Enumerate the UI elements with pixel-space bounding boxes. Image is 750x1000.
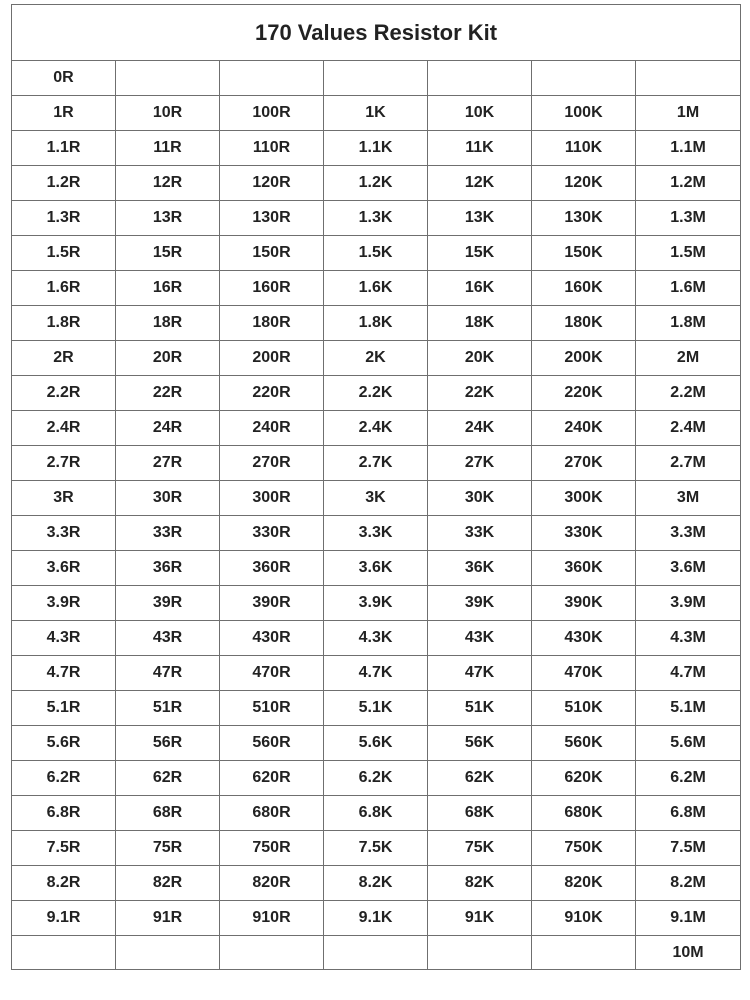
resistor-value-cell-hundred-kilohm-series: 160K	[532, 271, 636, 306]
table-row	[12, 831, 741, 866]
resistor-value-cell-ten-ohm-series: 11R	[116, 131, 220, 166]
resistor-value-cell-kilohm-series: 2.2K	[324, 376, 428, 411]
resistor-value-cell-hundred-kilohm-series: 910K	[532, 901, 636, 936]
resistor-value-cell-ohm-series: 4.7R	[12, 656, 116, 691]
resistor-value-cell-hundred-kilohm-series: 180K	[532, 306, 636, 341]
resistor-value-cell-kilohm-series: 6.8K	[324, 796, 428, 831]
resistor-value-cell-ohm-series: 2.4R	[12, 411, 116, 446]
resistor-value-cell-ten-kilohm-series: 68K	[428, 796, 532, 831]
table-row	[12, 656, 741, 691]
resistor-value-cell-ten-ohm-series: 30R	[116, 481, 220, 516]
resistor-value-cell-hundred-ohm-series: 470R	[220, 656, 324, 691]
resistor-value-cell-ten-ohm-series: 91R	[116, 901, 220, 936]
resistor-value-cell-hundred-ohm-series: 910R	[220, 901, 324, 936]
table-row	[12, 691, 741, 726]
resistor-value-cell-kilohm-series: 4.3K	[324, 621, 428, 656]
resistor-value-cell-ten-kilohm-series: 20K	[428, 341, 532, 376]
resistor-value-cell-megohm-series: 3.3M	[636, 516, 741, 551]
resistor-value-cell-ten-ohm-series: 20R	[116, 341, 220, 376]
table-row	[12, 236, 741, 271]
resistor-value-cell-megohm-series: 10M	[636, 936, 741, 970]
resistor-value-cell-hundred-ohm-series: 510R	[220, 691, 324, 726]
resistor-value-cell-ohm-series: 1.2R	[12, 166, 116, 201]
resistor-value-cell-ten-ohm-series: 68R	[116, 796, 220, 831]
resistor-value-cell-megohm-series: 9.1M	[636, 901, 741, 936]
resistor-value-cell-ten-ohm-series: 15R	[116, 236, 220, 271]
resistor-value-cell-hundred-ohm-series: 300R	[220, 481, 324, 516]
resistor-value-cell-kilohm-series: 5.6K	[324, 726, 428, 761]
resistor-value-cell-ohm-series: 3.6R	[12, 551, 116, 586]
resistor-value-cell-ten-ohm-series: 39R	[116, 586, 220, 621]
resistor-value-cell-hundred-ohm-series: 390R	[220, 586, 324, 621]
resistor-value-cell-ten-kilohm-series: 18K	[428, 306, 532, 341]
resistor-value-cell-ten-ohm-series: 18R	[116, 306, 220, 341]
table-row	[12, 306, 741, 341]
resistor-value-cell-hundred-ohm-series: 330R	[220, 516, 324, 551]
resistor-value-cell-hundred-kilohm-series: 100K	[532, 96, 636, 131]
resistor-value-cell-hundred-ohm-series: 100R	[220, 96, 324, 131]
resistor-value-cell-megohm-series: 8.2M	[636, 866, 741, 901]
table-row	[12, 96, 741, 131]
resistor-value-cell-hundred-kilohm-series: 750K	[532, 831, 636, 866]
resistor-value-cell-megohm-series: 2M	[636, 341, 741, 376]
resistor-value-cell-ohm-series: 4.3R	[12, 621, 116, 656]
resistor-value-cell-ten-kilohm-series: 39K	[428, 586, 532, 621]
resistor-value-cell-hundred-ohm-series: 150R	[220, 236, 324, 271]
resistor-value-cell-ohm-series: 3.3R	[12, 516, 116, 551]
resistor-value-cell-kilohm-series: 2K	[324, 341, 428, 376]
resistor-value-cell-kilohm-series: 4.7K	[324, 656, 428, 691]
resistor-value-cell-ten-kilohm-series: 36K	[428, 551, 532, 586]
resistor-value-cell-hundred-kilohm-series: 300K	[532, 481, 636, 516]
resistor-value-cell-megohm-series: 4.3M	[636, 621, 741, 656]
resistor-value-cell-ten-ohm-series: 22R	[116, 376, 220, 411]
resistor-value-cell-hundred-ohm-series	[220, 61, 324, 96]
resistor-value-cell-kilohm-series: 7.5K	[324, 831, 428, 866]
resistor-value-cell-megohm-series: 1.3M	[636, 201, 741, 236]
resistor-value-cell-ohm-series: 9.1R	[12, 901, 116, 936]
resistor-value-cell-ohm-series: 1.1R	[12, 131, 116, 166]
resistor-value-cell-megohm-series: 3M	[636, 481, 741, 516]
resistor-value-cell-kilohm-series: 8.2K	[324, 866, 428, 901]
table-row	[12, 726, 741, 761]
resistor-value-cell-ohm-series: 1.8R	[12, 306, 116, 341]
resistor-value-cell-megohm-series: 4.7M	[636, 656, 741, 691]
table-row	[12, 411, 741, 446]
table-row	[12, 201, 741, 236]
resistor-value-cell-hundred-kilohm-series: 680K	[532, 796, 636, 831]
table-row	[12, 376, 741, 411]
resistor-value-cell-hundred-ohm-series: 110R	[220, 131, 324, 166]
resistor-value-cell-kilohm-series: 3.9K	[324, 586, 428, 621]
table-row	[12, 551, 741, 586]
resistor-value-cell-hundred-kilohm-series	[532, 936, 636, 970]
resistor-value-cell-ten-kilohm-series: 15K	[428, 236, 532, 271]
table-row	[12, 131, 741, 166]
resistor-value-cell-ohm-series: 1R	[12, 96, 116, 131]
table-row	[12, 61, 741, 96]
resistor-value-cell-megohm-series: 2.7M	[636, 446, 741, 481]
table-row	[12, 621, 741, 656]
resistor-value-cell-hundred-ohm-series: 200R	[220, 341, 324, 376]
resistor-value-cell-hundred-kilohm-series: 560K	[532, 726, 636, 761]
resistor-value-cell-hundred-kilohm-series: 470K	[532, 656, 636, 691]
table-row	[12, 166, 741, 201]
resistor-value-cell-hundred-ohm-series: 180R	[220, 306, 324, 341]
resistor-value-cell-ten-ohm-series: 36R	[116, 551, 220, 586]
resistor-value-cell-ten-kilohm-series: 12K	[428, 166, 532, 201]
resistor-value-cell-ten-kilohm-series: 43K	[428, 621, 532, 656]
resistor-value-cell-hundred-ohm-series: 820R	[220, 866, 324, 901]
resistor-value-cell-ten-ohm-series: 75R	[116, 831, 220, 866]
resistor-value-cell-hundred-ohm-series: 680R	[220, 796, 324, 831]
resistor-value-cell-ten-ohm-series: 13R	[116, 201, 220, 236]
resistor-value-cell-kilohm-series: 1.8K	[324, 306, 428, 341]
resistor-value-cell-megohm-series: 3.6M	[636, 551, 741, 586]
resistor-value-cell-megohm-series: 1.8M	[636, 306, 741, 341]
resistor-value-cell-ten-kilohm-series: 51K	[428, 691, 532, 726]
resistor-value-cell-kilohm-series: 2.4K	[324, 411, 428, 446]
resistor-value-cell-ten-kilohm-series	[428, 61, 532, 96]
resistor-value-cell-hundred-ohm-series: 130R	[220, 201, 324, 236]
resistor-value-cell-hundred-ohm-series: 270R	[220, 446, 324, 481]
resistor-value-cell-ohm-series	[12, 936, 116, 970]
resistor-value-cell-ten-kilohm-series: 47K	[428, 656, 532, 691]
resistor-value-cell-ohm-series: 3R	[12, 481, 116, 516]
table-row	[12, 341, 741, 376]
resistor-value-cell-ohm-series: 5.6R	[12, 726, 116, 761]
resistor-value-cell-ohm-series: 1.3R	[12, 201, 116, 236]
resistor-value-cell-hundred-ohm-series: 620R	[220, 761, 324, 796]
resistor-value-cell-megohm-series: 6.2M	[636, 761, 741, 796]
table-row	[12, 271, 741, 306]
resistor-value-cell-ten-kilohm-series: 16K	[428, 271, 532, 306]
resistor-value-cell-ohm-series: 6.8R	[12, 796, 116, 831]
table-row	[12, 866, 741, 901]
resistor-value-cell-ten-kilohm-series: 56K	[428, 726, 532, 761]
resistor-value-cell-megohm-series: 1.1M	[636, 131, 741, 166]
table-row	[12, 761, 741, 796]
resistor-value-cell-kilohm-series: 5.1K	[324, 691, 428, 726]
resistor-value-cell-hundred-ohm-series	[220, 936, 324, 970]
resistor-value-cell-kilohm-series: 3.3K	[324, 516, 428, 551]
resistor-value-cell-kilohm-series: 3K	[324, 481, 428, 516]
resistor-value-cell-ten-kilohm-series: 91K	[428, 901, 532, 936]
resistor-value-cell-ohm-series: 2.7R	[12, 446, 116, 481]
resistor-value-cell-ohm-series: 5.1R	[12, 691, 116, 726]
resistor-value-cell-kilohm-series: 1.5K	[324, 236, 428, 271]
resistor-value-cell-ten-kilohm-series: 10K	[428, 96, 532, 131]
resistor-value-cell-hundred-kilohm-series	[532, 61, 636, 96]
resistor-value-cell-megohm-series: 2.2M	[636, 376, 741, 411]
resistor-value-cell-megohm-series: 5.1M	[636, 691, 741, 726]
resistor-value-cell-hundred-kilohm-series: 820K	[532, 866, 636, 901]
resistor-value-cell-ten-ohm-series: 12R	[116, 166, 220, 201]
resistor-value-cell-ten-kilohm-series: 11K	[428, 131, 532, 166]
resistor-value-cell-ten-kilohm-series: 27K	[428, 446, 532, 481]
resistor-value-cell-hundred-ohm-series: 120R	[220, 166, 324, 201]
resistor-value-cell-megohm-series: 5.6M	[636, 726, 741, 761]
resistor-value-cell-ten-kilohm-series	[428, 936, 532, 970]
resistor-value-cell-hundred-ohm-series: 430R	[220, 621, 324, 656]
resistor-value-cell-kilohm-series	[324, 61, 428, 96]
resistor-value-cell-megohm-series: 1.2M	[636, 166, 741, 201]
resistor-value-cell-ten-ohm-series: 56R	[116, 726, 220, 761]
resistor-value-cell-ohm-series: 8.2R	[12, 866, 116, 901]
resistor-value-cell-hundred-kilohm-series: 240K	[532, 411, 636, 446]
resistor-value-cell-megohm-series: 1.6M	[636, 271, 741, 306]
table-row	[12, 516, 741, 551]
table-row	[12, 901, 741, 936]
resistor-value-cell-ohm-series: 1.5R	[12, 236, 116, 271]
resistor-value-cell-ten-ohm-series: 24R	[116, 411, 220, 446]
resistor-value-cell-hundred-kilohm-series: 200K	[532, 341, 636, 376]
table-row	[12, 586, 741, 621]
resistor-value-cell-ten-ohm-series: 16R	[116, 271, 220, 306]
resistor-value-cell-ohm-series: 2.2R	[12, 376, 116, 411]
resistor-value-cell-kilohm-series: 2.7K	[324, 446, 428, 481]
resistor-value-cell-kilohm-series: 1K	[324, 96, 428, 131]
resistor-value-cell-kilohm-series: 3.6K	[324, 551, 428, 586]
resistor-value-cell-ten-ohm-series: 43R	[116, 621, 220, 656]
resistor-value-cell-ten-ohm-series	[116, 936, 220, 970]
resistor-value-cell-ohm-series: 6.2R	[12, 761, 116, 796]
resistor-value-cell-megohm-series: 1.5M	[636, 236, 741, 271]
resistor-value-cell-hundred-kilohm-series: 510K	[532, 691, 636, 726]
resistor-value-cell-ten-kilohm-series: 30K	[428, 481, 532, 516]
resistor-value-cell-hundred-kilohm-series: 430K	[532, 621, 636, 656]
resistor-value-cell-megohm-series: 1M	[636, 96, 741, 131]
resistor-value-cell-ten-ohm-series: 33R	[116, 516, 220, 551]
resistor-value-cell-ten-kilohm-series: 33K	[428, 516, 532, 551]
resistor-value-cell-hundred-kilohm-series: 620K	[532, 761, 636, 796]
resistor-value-cell-hundred-ohm-series: 560R	[220, 726, 324, 761]
resistor-value-cell-hundred-ohm-series: 240R	[220, 411, 324, 446]
resistor-value-cell-megohm-series: 7.5M	[636, 831, 741, 866]
resistor-value-cell-ten-kilohm-series: 13K	[428, 201, 532, 236]
resistor-kit-table	[11, 4, 741, 970]
table-row	[12, 481, 741, 516]
resistor-value-cell-kilohm-series: 1.2K	[324, 166, 428, 201]
resistor-value-cell-hundred-kilohm-series: 120K	[532, 166, 636, 201]
resistor-value-cell-ohm-series: 2R	[12, 341, 116, 376]
resistor-value-cell-hundred-kilohm-series: 390K	[532, 586, 636, 621]
resistor-value-cell-kilohm-series: 1.6K	[324, 271, 428, 306]
resistor-value-cell-ten-kilohm-series: 24K	[428, 411, 532, 446]
resistor-value-cell-megohm-series	[636, 61, 741, 96]
resistor-value-cell-kilohm-series: 1.3K	[324, 201, 428, 236]
title-row	[12, 5, 741, 61]
resistor-value-cell-ten-kilohm-series: 75K	[428, 831, 532, 866]
table-row	[12, 936, 741, 970]
resistor-value-cell-hundred-ohm-series: 160R	[220, 271, 324, 306]
resistor-value-cell-ten-kilohm-series: 82K	[428, 866, 532, 901]
resistor-value-cell-hundred-kilohm-series: 150K	[532, 236, 636, 271]
resistor-value-cell-ten-ohm-series: 62R	[116, 761, 220, 796]
resistor-value-cell-kilohm-series: 6.2K	[324, 761, 428, 796]
resistor-value-cell-megohm-series: 2.4M	[636, 411, 741, 446]
resistor-value-cell-megohm-series: 3.9M	[636, 586, 741, 621]
resistor-value-cell-ten-ohm-series: 51R	[116, 691, 220, 726]
resistor-value-cell-kilohm-series: 1.1K	[324, 131, 428, 166]
resistor-value-cell-ohm-series: 3.9R	[12, 586, 116, 621]
resistor-value-cell-ten-kilohm-series: 22K	[428, 376, 532, 411]
resistor-value-cell-ten-ohm-series: 27R	[116, 446, 220, 481]
resistor-value-cell-ten-ohm-series: 47R	[116, 656, 220, 691]
resistor-value-cell-megohm-series: 6.8M	[636, 796, 741, 831]
resistor-value-cell-ten-ohm-series: 10R	[116, 96, 220, 131]
resistor-value-cell-kilohm-series: 9.1K	[324, 901, 428, 936]
resistor-value-cell-hundred-ohm-series: 750R	[220, 831, 324, 866]
resistor-value-cell-ten-kilohm-series: 62K	[428, 761, 532, 796]
resistor-value-cell-ohm-series: 1.6R	[12, 271, 116, 306]
table-title: 170 Values Resistor Kit	[12, 5, 741, 61]
resistor-value-cell-kilohm-series	[324, 936, 428, 970]
resistor-value-cell-hundred-kilohm-series: 220K	[532, 376, 636, 411]
resistor-value-cell-ohm-series: 7.5R	[12, 831, 116, 866]
resistor-value-cell-ohm-series: 0R	[12, 61, 116, 96]
resistor-value-cell-ten-ohm-series: 82R	[116, 866, 220, 901]
resistor-value-cell-hundred-kilohm-series: 270K	[532, 446, 636, 481]
table-row	[12, 796, 741, 831]
resistor-value-cell-hundred-ohm-series: 220R	[220, 376, 324, 411]
resistor-value-cell-hundred-kilohm-series: 110K	[532, 131, 636, 166]
resistor-value-cell-hundred-kilohm-series: 330K	[532, 516, 636, 551]
resistor-value-cell-ten-ohm-series	[116, 61, 220, 96]
resistor-value-cell-hundred-kilohm-series: 130K	[532, 201, 636, 236]
resistor-value-cell-hundred-kilohm-series: 360K	[532, 551, 636, 586]
table-row	[12, 446, 741, 481]
resistor-value-cell-hundred-ohm-series: 360R	[220, 551, 324, 586]
